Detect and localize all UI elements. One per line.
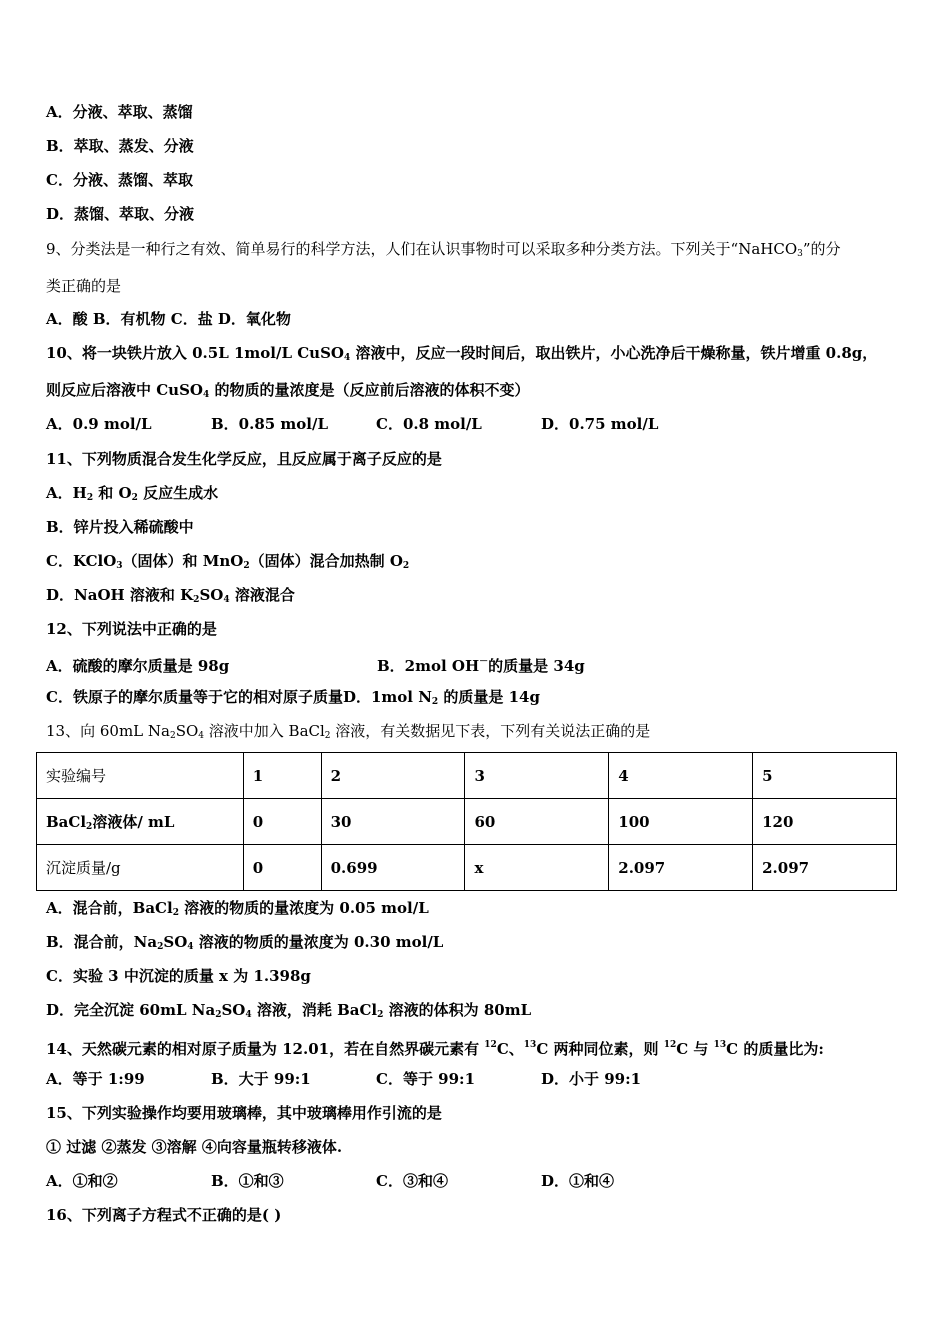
q10-option-b: B．0.85 mol/L (211, 415, 329, 433)
table-cell: 0.699 (321, 845, 465, 891)
q12-option-a: A．硫酸的摩尔质量是 98g (46, 657, 230, 675)
q10-options (46, 413, 658, 435)
q9-options: A．酸 B．有机物 C．盐 D．氧化物 (46, 310, 291, 328)
q14-option-b: B．大于 99:1 (211, 1070, 311, 1088)
q13-option-c: C．实验 3 中沉淀的质量 x 为 1.398g (46, 967, 311, 985)
q16-stem: 16、下列离子方程式不正确的是( ) (46, 1206, 282, 1224)
q15-stem: 15、下列实验操作均要用玻璃棒，其中玻璃棒用作引流的是 (46, 1104, 442, 1122)
q14-stem: 14、天然碳元素的相对原子质量为 12.01，若在自然界碳元素有 $^{12}$C、$^{13}$C 两种同位素，则 $^{12}$C 与 $^{13}$C 的质量比为: (46, 1040, 824, 1058)
table-cell: 2 (321, 753, 465, 799)
q11-option-c: C．KClO$_3$（固体）和 MnO$_2$（固体）混合加热制 $O_2$ (46, 552, 410, 571)
table-cell: x (465, 845, 609, 891)
q12-stem: 12、下列说法中正确的是 (46, 620, 217, 638)
q15-option-d: D．①和④ (541, 1172, 615, 1190)
q10-option-d: D．0.75 mol/L (541, 415, 659, 433)
q8-option-a: A．分液、萃取、蒸馏 (46, 103, 193, 121)
table-cell: 实验编号 (37, 753, 244, 799)
table-cell: 60 (465, 799, 609, 845)
table-cell: 0 (243, 845, 321, 891)
q12-options-row2 (46, 686, 540, 713)
q9-stem: 9、分类法是一种行之有效、简单易行的科学方法，人们在认识事物时可以采取多种分类方法。下列关于“NaHCO$_3$”的分 (46, 240, 841, 259)
table-row (37, 845, 897, 891)
q15-items: ① 过滤 ②蒸发 ③溶解 ④向容量瓶转移液体. (46, 1138, 343, 1156)
q14-option-d: D．小于 99:1 (541, 1070, 642, 1088)
q13-option-d: D．完全沉淀 60mL $Na_2SO_4$ 溶液，消耗 BaCl$_2$ 溶液的体积为 80mL (46, 1001, 532, 1020)
q11-option-a: A．$H_2$ 和 $O_2$ 反应生成水 (46, 484, 219, 503)
q12-options-row1 (46, 651, 585, 677)
table-cell: 沉淀质量/g (37, 845, 244, 891)
q10-option-c: C．0.8 mol/L (376, 415, 482, 433)
q12-option-d: D．1mol $N_2$ 的质量是 14g (342, 688, 540, 707)
q14-option-c: C．等于 99:1 (376, 1070, 476, 1088)
q11-stem: 11、下列物质混合发生化学反应，且反应属于离子反应的是 (46, 450, 442, 468)
q11-option-b: B．锌片投入稀硫酸中 (46, 518, 194, 536)
q13-stem: 13、向 60mL $Na_2SO_4$ 溶液中加入 BaCl$_2$ 溶液，有关数据见下表，下列有关说法正确的是 (46, 722, 651, 741)
q14-option-a: A．等于 1:99 (46, 1070, 145, 1088)
q13-option-b: B．混合前，$Na_2SO_4$ 溶液的物质的量浓度为 0.30 mol/L (46, 933, 444, 952)
q8-option-c: C．分液、蒸馏、萃取 (46, 171, 193, 189)
q12-option-b: B．2mol OH－的质量是 34g (377, 657, 585, 675)
table-cell: 100 (609, 799, 753, 845)
q15-option-b: B．①和③ (211, 1172, 284, 1190)
table-cell: 30 (321, 799, 465, 845)
q13-data-table (36, 752, 897, 891)
q12-option-c: C．铁原子的摩尔质量等于它的相对原子质量 (46, 688, 343, 706)
table-row (37, 799, 897, 845)
table-cell: 2.097 (609, 845, 753, 891)
q10-stem-continued: 则反应后溶液中 CuSO$_4$ 的物质的量浓度是（反应前后溶液的体积不变） (46, 381, 530, 400)
q8-option-d: D．蒸馏、萃取、分液 (46, 205, 195, 223)
q15-options (46, 1170, 614, 1192)
q9-stem-continued: 类正确的是 (46, 277, 122, 295)
table-cell: BaCl$_2$溶液体/ mL (37, 799, 244, 845)
table-cell: 120 (753, 799, 897, 845)
table-cell: 0 (243, 799, 321, 845)
q10-stem: 10、将一块铁片放入 0.5L 1mol/L CuSO$_4$ 溶液中，反应一段时间后，取出铁片，小心洗净后干燥称量，铁片增重 0.8g， (46, 344, 878, 363)
q15-option-a: A．①和② (46, 1172, 118, 1190)
q13-option-a: A．混合前，BaCl$_2$ 溶液的物质的量浓度为 0.05 mol/L (46, 899, 429, 918)
q10-option-a: A．0.9 mol/L (46, 415, 152, 433)
table-row (37, 753, 897, 799)
table-cell: 1 (243, 753, 321, 799)
table-cell: 2.097 (753, 845, 897, 891)
table-cell: 3 (465, 753, 609, 799)
q8-option-b: B．萃取、蒸发、分液 (46, 137, 194, 155)
q11-option-d: D．NaOH 溶液和 $K_2SO_4$ 溶液混合 (46, 586, 295, 605)
q14-options (46, 1068, 641, 1090)
q15-option-c: C．③和④ (376, 1172, 448, 1190)
table-cell: 5 (753, 753, 897, 799)
table-cell: 4 (609, 753, 753, 799)
